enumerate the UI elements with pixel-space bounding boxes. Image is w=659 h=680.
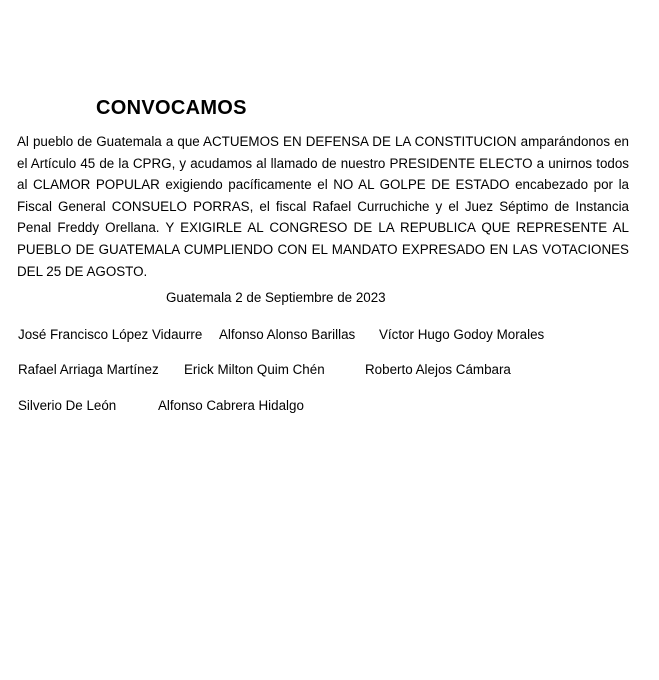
signatory-name: Roberto Alejos Cámbara bbox=[365, 362, 511, 377]
signatory-name: Víctor Hugo Godoy Morales bbox=[379, 327, 545, 342]
document-title: CONVOCAMOS bbox=[96, 97, 247, 119]
signatories-row-3 bbox=[0, 398, 659, 418]
signatories-row-1 bbox=[0, 327, 659, 347]
signatory-name: José Francisco López Vidaurre bbox=[18, 327, 203, 342]
signatory-name: Alfonso Cabrera Hidalgo bbox=[158, 398, 304, 413]
signatory-name: Erick Milton Quim Chén bbox=[184, 362, 325, 377]
convocation-paragraph: Al pueblo de Guatemala a que ACTUEMOS EN DEFENSA DE LA CONSTITUCION amparándonos en el Artículo 45 de la CPRG, y acudamos al llamado de nuestro PRESIDENTE ELECTO a unirnos todos al CLAMOR POPULAR exigiendo pacíficamente el NO AL GOLPE DE ESTADO encabezado por la Fiscal General CONSUELO PORRAS, el fiscal Rafael Curruchiche y el Juez Séptimo de Instancia Penal Freddy Orellana. Y EXIGIRLE AL CONGRESO DE LA REPUBLICA QUE REPRESENTE AL PUEBLO DE GUATEMALA CUMPLIENDO CON EL MANDATO EXPRESADO EN LAS VOTACIONES DEL 25 DE AGOSTO. bbox=[17, 134, 629, 279]
signatory-name: Rafael Arriaga Martínez bbox=[18, 362, 159, 377]
date-line: Guatemala 2 de Septiembre de 2023 bbox=[166, 290, 386, 305]
signatory-name: Silverio De León bbox=[18, 398, 117, 413]
signatories-row-2 bbox=[0, 362, 659, 382]
signatory-name: Alfonso Alonso Barillas bbox=[219, 327, 356, 342]
